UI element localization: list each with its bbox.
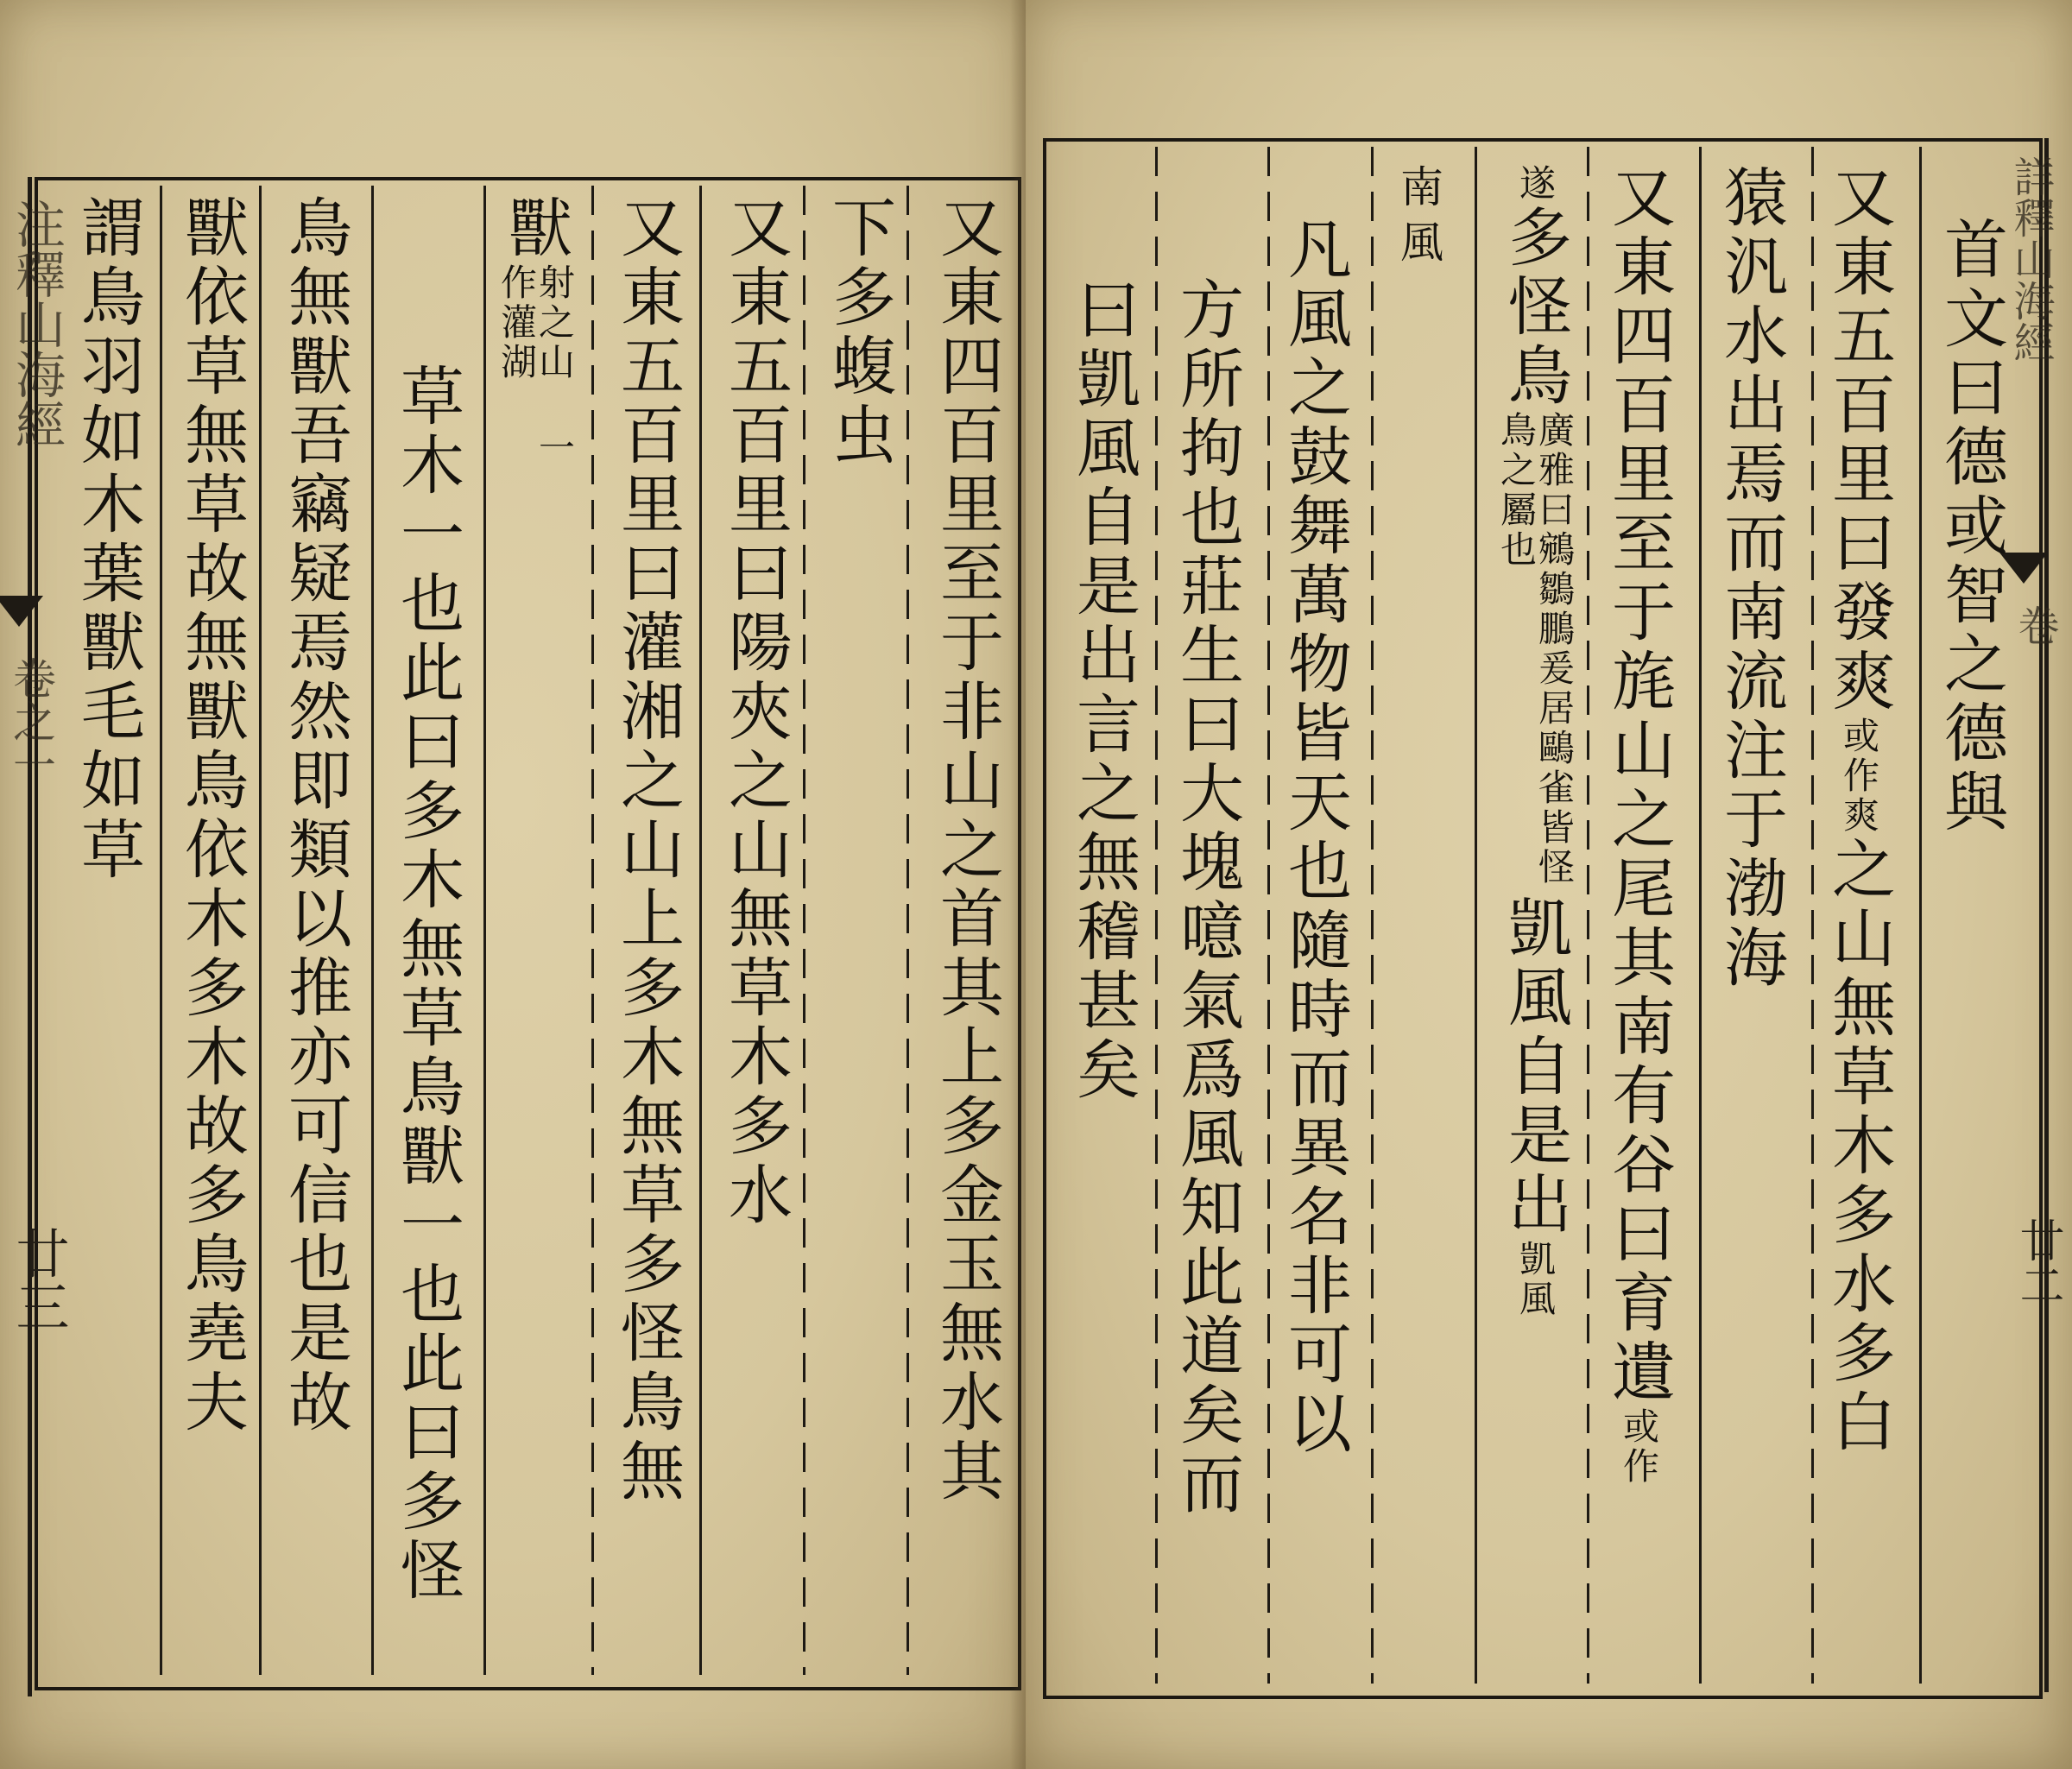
right-column-divider	[1919, 147, 1922, 1684]
annotation-note: 遂	[1514, 164, 1557, 204]
text-column: 又東四百里至于旄山之尾其南有谷曰育遺	[1601, 164, 1676, 1407]
right-edge-title: 詳釋山海經	[2006, 155, 2055, 363]
right-column-divider	[1371, 147, 1374, 1684]
left-column-divider	[591, 186, 594, 1675]
annotation-note: 凱風	[1514, 1240, 1557, 1319]
text-column: 又東四百里至于非山之首其上多金玉無水其	[930, 194, 1004, 1507]
text-column: 多怪鳥	[1498, 204, 1572, 411]
fishtail-mark	[0, 596, 43, 627]
right-folio-number: 廿二	[2012, 1217, 2063, 1307]
text-column: 凡風之鼓舞萬物皆天也隨時而異名非可以	[1278, 216, 1352, 1459]
text-column-with-note	[1600, 164, 1677, 1487]
left-chapter-label: 卷之一	[6, 656, 56, 786]
left-column-divider	[259, 186, 262, 1675]
text-column: 鳥無獸吾竊疑焉然即類以推亦可信也是故	[278, 194, 352, 1437]
left-column-divider	[906, 186, 909, 1675]
left-folio-number: 廿三	[7, 1226, 70, 1333]
text-column: 首文曰德或智之德與	[1934, 216, 2008, 837]
left-page	[0, 0, 1026, 1769]
left-column-divider	[803, 186, 805, 1675]
section-heading: 南風	[1393, 164, 1443, 275]
text-column: 之山無草木多水多白	[1822, 836, 1896, 1457]
right-column-divider	[1699, 147, 1702, 1684]
left-column-divider	[371, 186, 374, 1675]
left-column-divider	[699, 186, 702, 1675]
right-column-divider	[1587, 147, 1589, 1684]
annotation-note: 射之山 一作灌湖	[496, 263, 576, 468]
text-column: 獸	[498, 194, 572, 263]
text-column: 猿汎水出焉而南流注于渤海	[1714, 164, 1788, 993]
text-column-with-note	[1820, 164, 1898, 1457]
right-column-divider	[1475, 147, 1477, 1684]
right-outer-edge-rule	[2044, 138, 2049, 1692]
left-column-divider	[483, 186, 486, 1675]
text-column: 謂鳥羽如木葉獸毛如草	[71, 194, 145, 885]
right-column-divider	[1267, 147, 1270, 1684]
text-column: 凱風自是出	[1498, 894, 1572, 1240]
annotation-note: 或作	[1618, 1407, 1660, 1487]
text-column: 又東五百里曰發爽	[1822, 164, 1896, 717]
text-column-with-note	[496, 194, 574, 488]
annotation-note: 廣雅曰鵷鶵鵬爰居鷗雀皆怪鳥之屬也	[1495, 411, 1576, 888]
text-column: 又東五百里曰陽夾之山無草木多水	[718, 194, 793, 1230]
left-edge-title: 注釋山海經	[7, 199, 66, 449]
left-column-divider	[160, 186, 162, 1675]
text-column: 下多蝮虫	[822, 194, 896, 471]
text-column-with-note	[1496, 164, 1574, 1319]
text-column: 又東五百里曰灌湘之山上多木無草多怪鳥無	[610, 194, 685, 1507]
text-column: 草木一也此曰多木無草鳥獸一也此曰多怪	[390, 363, 464, 1606]
text-column: 曰凱風自是出言之無稽甚矣	[1066, 276, 1140, 1105]
text-column: 方所拘也莊生曰大塊噫氣爲風知此道矣而	[1170, 276, 1244, 1519]
text-column: 獸依草無草故無獸鳥依木多木故多鳥堯夫	[174, 194, 249, 1437]
right-column-divider	[1155, 147, 1158, 1684]
right-page	[1026, 0, 2072, 1769]
right-chapter-label: 卷	[2011, 604, 2059, 646]
annotation-note: 或作爽	[1838, 717, 1880, 836]
right-column-divider	[1811, 147, 1814, 1684]
